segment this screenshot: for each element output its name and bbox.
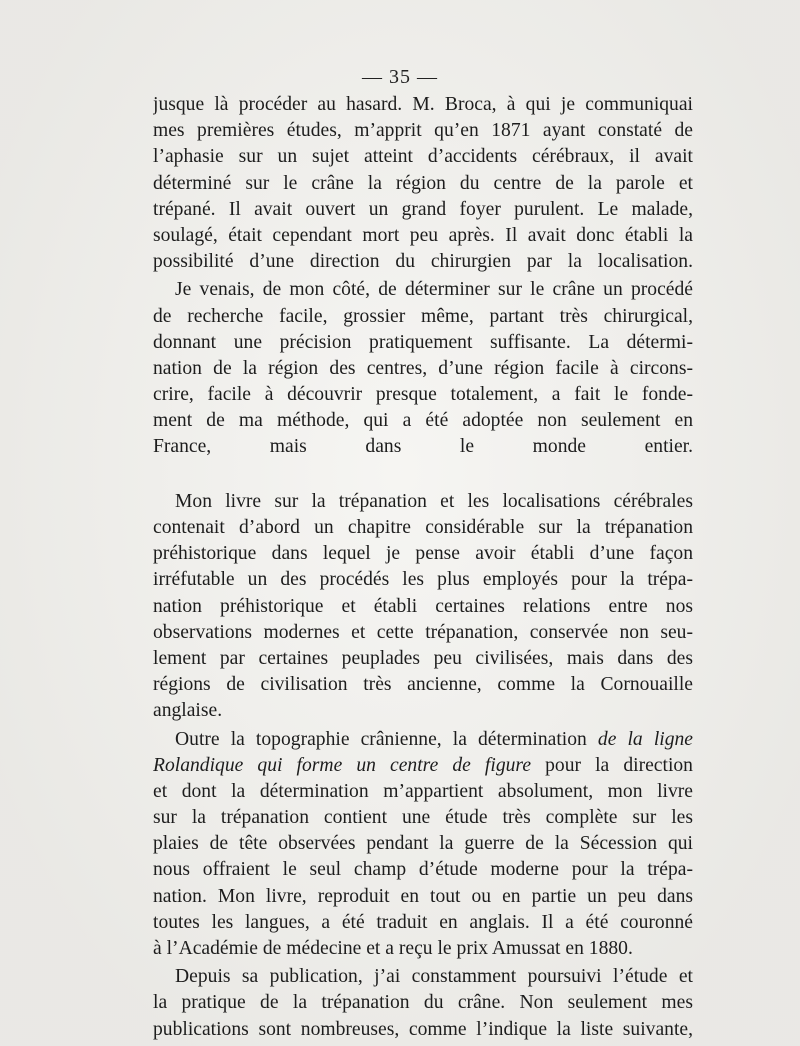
text-line: préhistorique dans lequel je pense avoir établi d’une façon — [153, 543, 693, 565]
text-line: donnant une précision pratiquement suffisante. La détermi- — [153, 331, 693, 353]
text-line: possibilité d’une direction du chirurgien par la localisation. — [153, 251, 693, 273]
text-line — [153, 461, 693, 487]
text-line: nation. Mon livre, reproduit en tout ou en partie un peu dans — [153, 885, 693, 907]
text-line: contenait d’abord un chapitre considérable sur la trépanation — [153, 517, 693, 538]
text-line: nation de la région des centres, d’une région facile à circons- — [153, 357, 693, 379]
text-line: toutes les langues, a été traduit en anglais. Il a été couronné — [153, 911, 693, 933]
text-line: plaies de tête observées pendant la guerre de la Sécession qui — [153, 833, 693, 855]
paragraph-1 — [153, 92, 693, 275]
text-line: Depuis sa publication, j’ai constamment poursuivi l’étude et — [175, 966, 693, 988]
paragraph-4 — [153, 727, 693, 963]
body-text — [153, 92, 693, 1043]
paragraph-5 — [153, 964, 693, 1043]
text-line: France, mais dans le monde entier. — [153, 436, 693, 458]
italic-text: de la ligne — [597, 728, 693, 750]
text-line: anglaise. — [153, 700, 223, 722]
text-line: Je venais, de mon côté, de déterminer sur le crâne un procédé — [175, 279, 693, 301]
text-line: sur la trépanation contient une étude très complète sur les — [153, 807, 693, 829]
paragraph-3 — [153, 489, 693, 725]
text-line: et dont la détermination m’appartient absolument, mon livre — [153, 780, 693, 802]
text-line: irréfutable un des procédés les plus employés pour la trépa- — [153, 569, 693, 591]
text-line: nation préhistorique et établi certaines relations entre nos — [153, 595, 693, 617]
paragraph-2 — [153, 277, 693, 487]
text-line — [153, 753, 693, 779]
text-line: crire, facile à découvrir presque totalement, a fait le fonde- — [153, 384, 693, 406]
text-line: lement par certaines peuplades peu civilisées, mais dans des — [153, 647, 693, 669]
text-run: Outre la topographie crânienne, la détermination — [175, 728, 598, 750]
text-line: déterminé sur le crâne la région du centre de la parole et — [153, 172, 693, 194]
italic-text: Rolandique qui forme un centre de figure — [153, 754, 532, 776]
page-number: — 35 — — [362, 66, 438, 88]
text-line: nous offraient le seul champ d’étude moderne pour la trépa- — [153, 859, 693, 881]
text-line: la pratique de la trépanation du crâne. Non seulement mes — [153, 992, 693, 1014]
text-line: régions de civilisation très ancienne, comme la Cornouaille — [153, 674, 693, 696]
text-line: ment de ma méthode, qui a été adoptée non seulement en — [153, 410, 693, 432]
text-line: de recherche facile, grossier même, partant très chirurgical, — [153, 305, 693, 327]
text-run: pour la direction — [531, 754, 693, 776]
text-line: publications sont nombreuses, comme l’indique la liste suivante, — [153, 1018, 693, 1040]
text-line: Mon livre sur la trépanation et les localisations cérébrales — [175, 490, 693, 512]
text-line: observations modernes et cette trépanation, conservée non seu- — [153, 621, 693, 643]
text-line: à l’Académie de médecine et a reçu le prix Amussat en 1880. — [153, 938, 633, 959]
text-line: l’aphasie sur un sujet atteint d’accidents cérébraux, il avait — [153, 146, 693, 168]
text-line: soulagé, était cependant mort peu après. Il avait donc établi la — [153, 224, 693, 246]
text-line: mes premières études, m’apprit qu’en 1871 ayant constaté de — [153, 120, 693, 142]
text-line — [153, 727, 693, 753]
text-line: jusque là procéder au hasard. M. Broca, à qui je communiquai — [153, 94, 693, 115]
text-line: trépané. Il avait ouvert un grand foyer purulent. Le malade, — [153, 198, 693, 220]
